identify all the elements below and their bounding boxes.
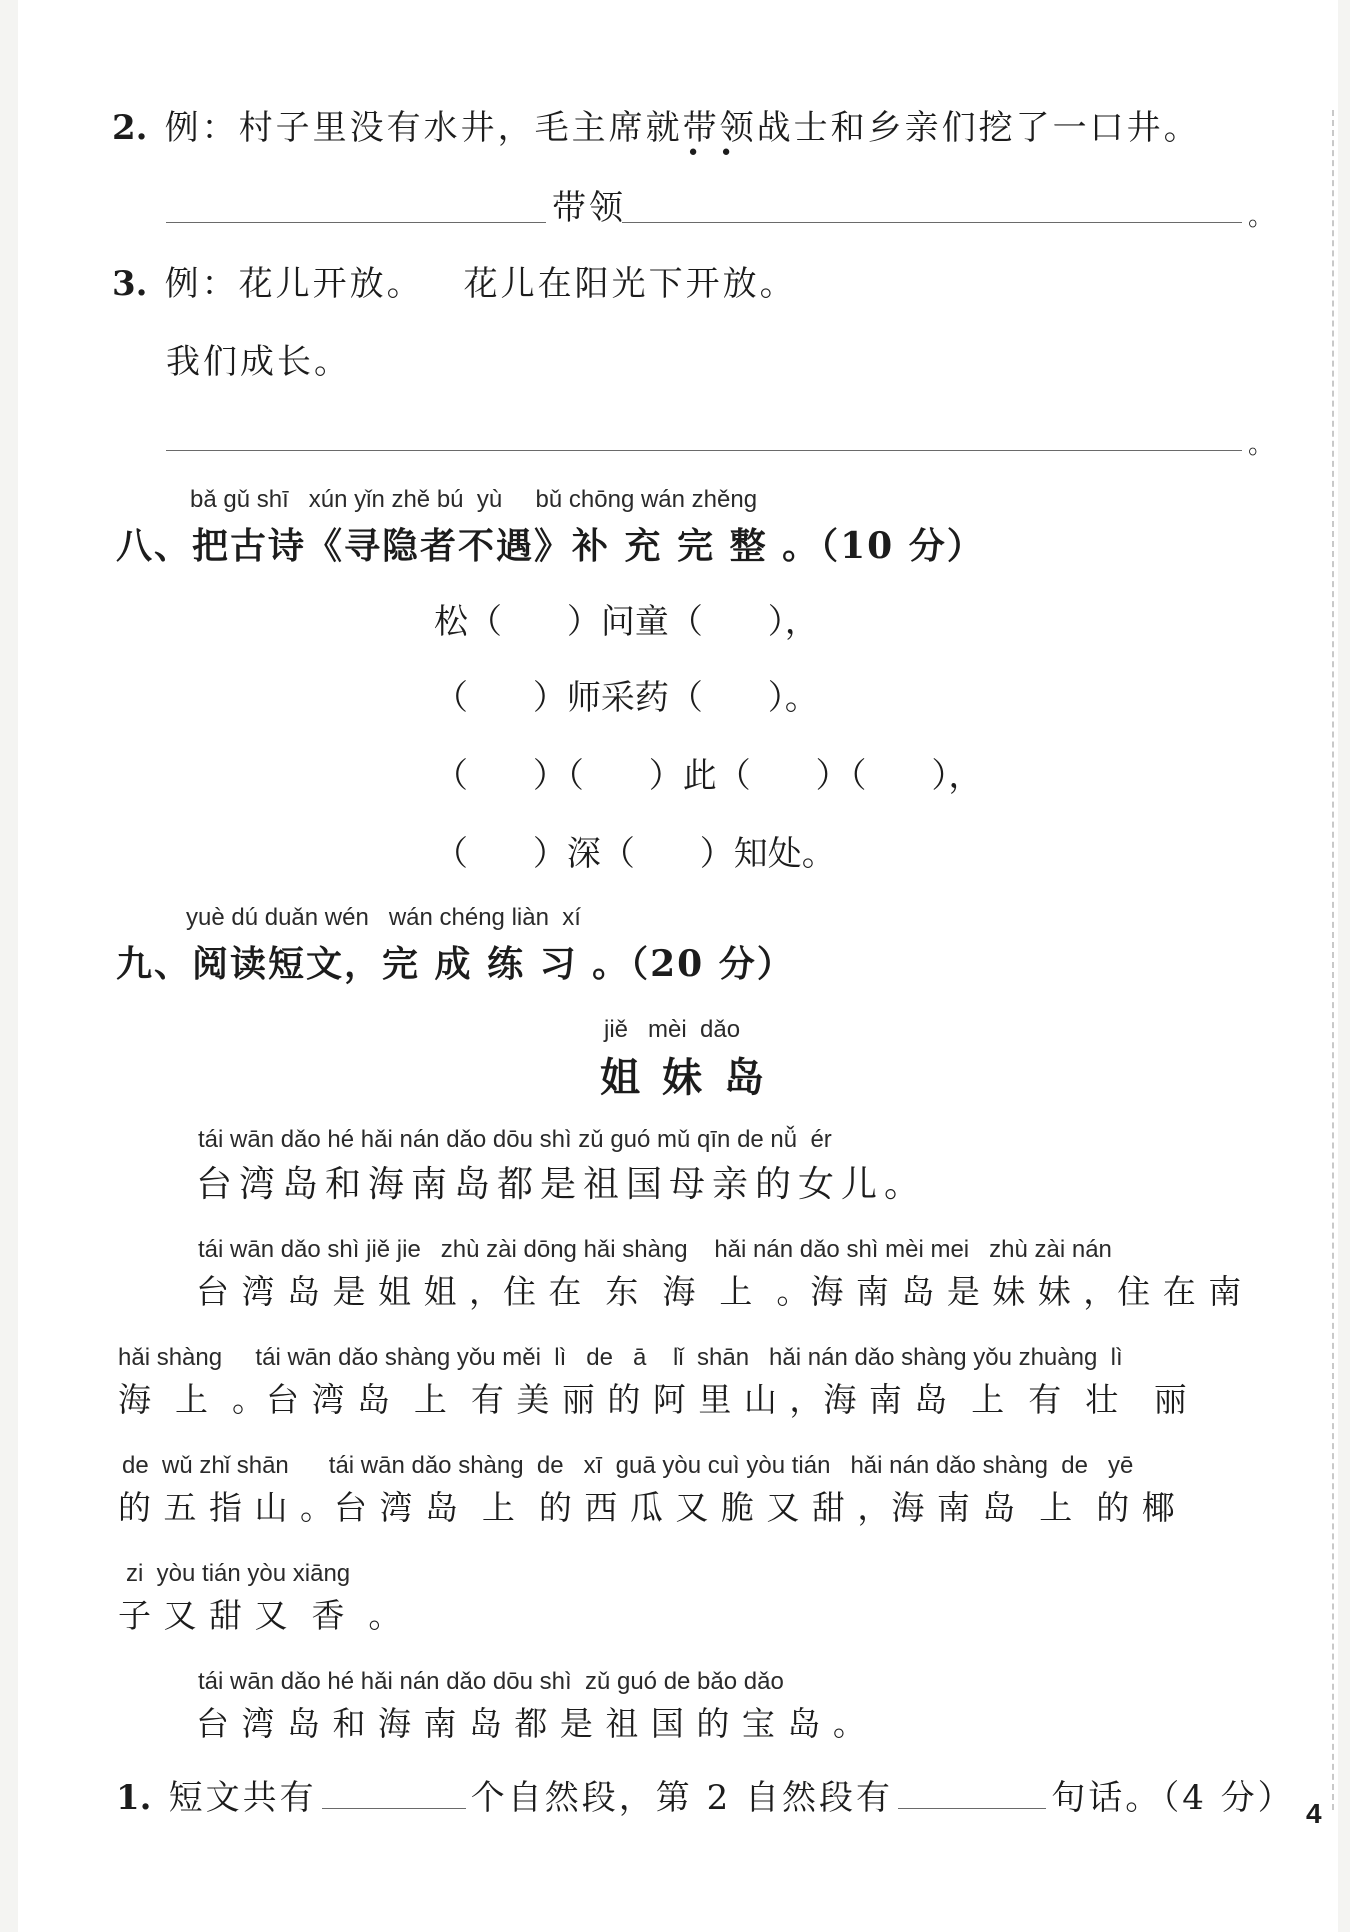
passage-line-6-pinyin: tái wān dǎo hé hǎi nán dǎo dōu shì zǔ guó de bǎo dǎo	[198, 1668, 784, 1695]
question-3-example-label: 例：	[164, 264, 239, 304]
question-1-part-a: 短文共有	[168, 1778, 317, 1818]
passage-line-5-text: 子 又 甜 又 香 。	[118, 1596, 403, 1635]
question-3-number: 3.	[112, 264, 148, 304]
passage-line-3-text: 海 上 。台 湾 岛 上 有 美 丽 的 阿 里 山 ，海 南 岛 上 有 壮 丽	[118, 1380, 1188, 1419]
page-number: 4	[1306, 1798, 1322, 1829]
question-3-end-mark: 。	[1248, 430, 1275, 460]
question-2-blank-right[interactable]	[622, 222, 1242, 223]
question-2-end-mark: 。	[1248, 202, 1275, 232]
passage-title: 姐妹岛	[600, 1054, 786, 1101]
passage-line-2-text: 台 湾 岛 是 姐 姐 ，住 在 东 海 上 。海 南 岛 是 妹 妹 ，住 在 南	[196, 1272, 1243, 1311]
question-2-example-before: 村子里没有水井，毛主席就	[238, 108, 683, 148]
passage-line-6-text: 台 湾 岛 和 海 南 岛 都 是 祖 国 的 宝 岛 。	[196, 1704, 867, 1743]
question-1-blank-sentences[interactable]	[898, 1778, 1046, 1809]
poem-line-1[interactable]: 松（ ）问童（ ），	[434, 602, 819, 642]
question-2-example-label: 例：	[164, 108, 239, 148]
question-2-example	[112, 100, 1201, 166]
poem-line-4[interactable]: （ ）深（ ）知处。	[434, 834, 836, 874]
passage-line-4-pinyin: de wǔ zhǐ shān tái wān dǎo shàng de xī guā yòu cuì yòu tián hǎi nán dǎo shàng de yē	[122, 1452, 1134, 1479]
question-1	[116, 1770, 1295, 1819]
question-3-example-long: 花儿在阳光下开放。	[463, 264, 797, 304]
question-1-part-c: 句话。（4 分）	[1051, 1778, 1295, 1818]
emphasized-word: 带领 ••	[682, 108, 757, 166]
question-1-blank-paragraphs[interactable]	[322, 1778, 466, 1809]
binding-margin-line	[1332, 110, 1334, 1810]
section-8-heading: 八、把古诗《寻隐者不遇》补 充 完 整 。（10 分）	[116, 525, 985, 567]
poem-line-2[interactable]: （ ）师采药（ ）。	[434, 678, 819, 718]
passage-line-4-text: 的 五 指 山 。台 湾 岛 上 的 西 瓜 又 脆 又 甜 ，海 南 岛 上 的 椰	[118, 1488, 1176, 1527]
question-3-answer-line[interactable]	[166, 450, 1242, 451]
question-2-prompt-word: 带领	[552, 188, 626, 228]
section-9-pinyin: yuè dú duǎn wén wán chéng liàn xí	[186, 904, 581, 931]
question-1-number: 1.	[116, 1778, 152, 1818]
question-2-example-after: 战士和乡亲们挖了一口井。	[756, 108, 1201, 148]
passage-line-1-text: 台湾岛和海南岛都是祖国母亲的女儿。	[196, 1164, 928, 1205]
passage-line-3-pinyin: hǎi shàng tái wān dǎo shàng yǒu měi lì de ā lǐ shān hǎi nán dǎo shàng yǒu zhuàng lì	[118, 1344, 1123, 1371]
passage-title-pinyin: jiě mèi dǎo	[604, 1016, 741, 1043]
passage-line-2-pinyin: tái wān dǎo shì jiě jie zhù zài dōng hǎi shàng hǎi nán dǎo shì mèi mei zhù zài nán	[198, 1236, 1112, 1263]
question-3-example	[112, 256, 797, 305]
question-3-example-short: 花儿开放。	[238, 264, 424, 304]
passage-line-1-pinyin: tái wān dǎo hé hǎi nán dǎo dōu shì zǔ guó mǔ qīn de nǚ ér	[198, 1126, 832, 1153]
question-2-number: 2.	[112, 108, 148, 148]
poem-line-3[interactable]: （ ）（ ）此（ ）（ ），	[434, 756, 983, 796]
question-2-blank-left[interactable]	[166, 222, 546, 223]
passage-line-5-pinyin: zi yòu tián yòu xiāng	[126, 1560, 351, 1587]
question-3-prompt: 我们成长。	[166, 342, 351, 382]
section-8-pinyin: bǎ gǔ shī xún yǐn zhě bú yù bǔ chōng wán zhěng	[190, 486, 758, 513]
question-1-part-b: 个自然段，第 2 自然段有	[470, 1778, 894, 1818]
section-9-heading: 九、阅读短文，完 成 练 习 。（20 分）	[116, 943, 795, 985]
